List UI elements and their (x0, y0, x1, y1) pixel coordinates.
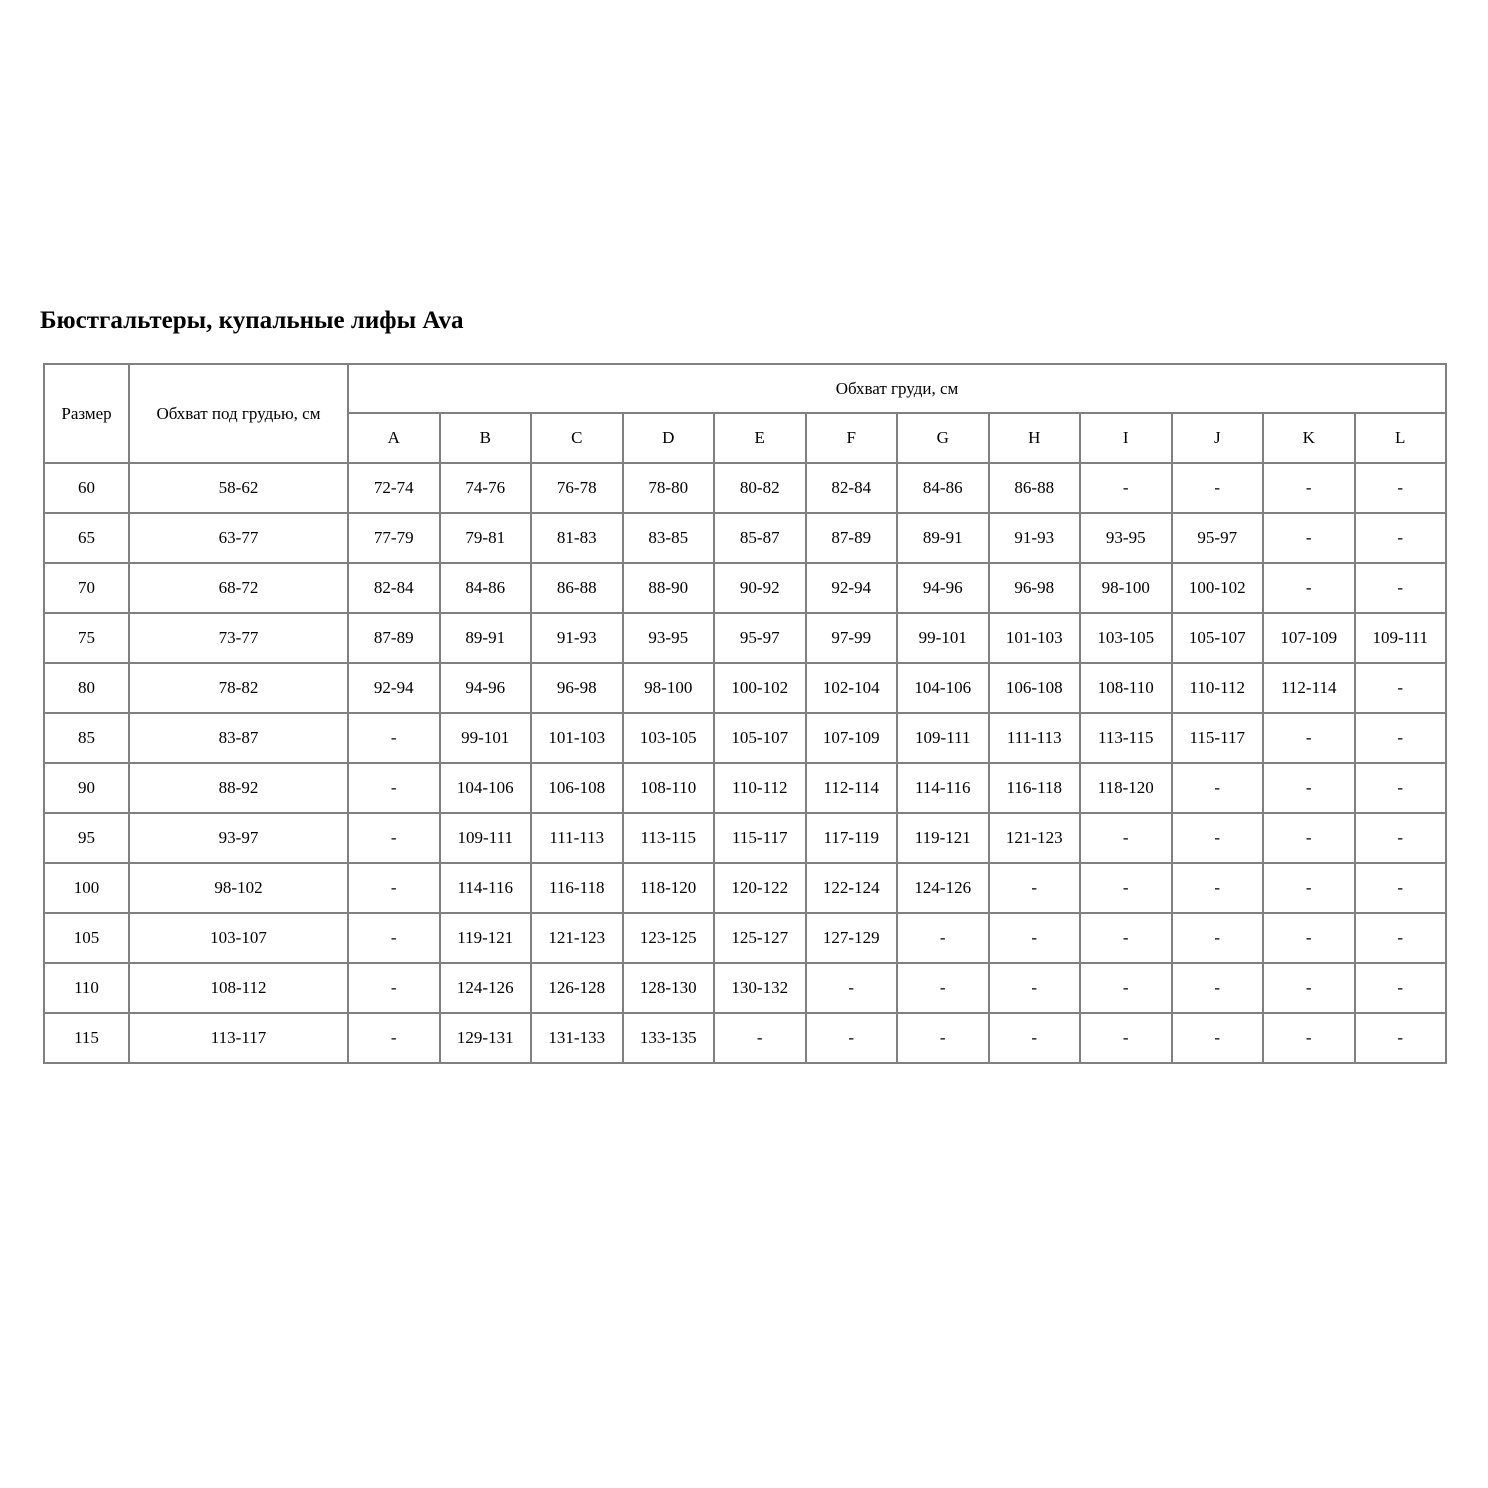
cell-cup-f: 107-109 (806, 713, 898, 763)
cell-underbust: 93-97 (129, 813, 348, 863)
cell-size: 75 (44, 613, 129, 663)
cell-underbust: 103-107 (129, 913, 348, 963)
cell-cup-c: 91-93 (531, 613, 623, 663)
size-chart-table (43, 363, 1447, 1064)
cell-cup-d: 108-110 (623, 763, 715, 813)
cell-cup-h: - (989, 963, 1081, 1013)
cell-cup-a: 87-89 (348, 613, 440, 663)
cell-cup-l: - (1355, 713, 1447, 763)
cell-cup-j: - (1172, 963, 1264, 1013)
cell-cup-b: 89-91 (440, 613, 532, 663)
cell-cup-k: - (1263, 813, 1355, 863)
cell-cup-f: - (806, 963, 898, 1013)
cell-cup-k: - (1263, 513, 1355, 563)
page-title: Бюстгальтеры, купальные лифы Ava (40, 307, 464, 334)
table-row (44, 713, 1446, 763)
cell-size: 60 (44, 463, 129, 513)
cell-size: 115 (44, 1013, 129, 1063)
cell-cup-a: - (348, 913, 440, 963)
cell-cup-i: - (1080, 1013, 1172, 1063)
cell-underbust: 73-77 (129, 613, 348, 663)
header-cup-g: G (897, 413, 989, 463)
cell-cup-k: 107-109 (1263, 613, 1355, 663)
cell-cup-k: - (1263, 963, 1355, 1013)
cell-cup-l: 109-111 (1355, 613, 1447, 663)
cell-cup-d: 123-125 (623, 913, 715, 963)
cell-cup-f: 92-94 (806, 563, 898, 613)
cell-cup-i: 103-105 (1080, 613, 1172, 663)
cell-cup-e: 95-97 (714, 613, 806, 663)
header-bust-group: Обхват груди, см (348, 364, 1446, 413)
cell-cup-f: 122-124 (806, 863, 898, 913)
cell-underbust: 58-62 (129, 463, 348, 513)
cell-cup-c: 116-118 (531, 863, 623, 913)
cell-cup-d: 78-80 (623, 463, 715, 513)
cell-cup-e: 130-132 (714, 963, 806, 1013)
cell-cup-h: - (989, 913, 1081, 963)
cell-cup-h: 101-103 (989, 613, 1081, 663)
cell-cup-k: - (1263, 913, 1355, 963)
cell-cup-a: - (348, 813, 440, 863)
cell-cup-j: - (1172, 463, 1264, 513)
table-row (44, 613, 1446, 663)
cell-cup-h: 96-98 (989, 563, 1081, 613)
cell-cup-e: 105-107 (714, 713, 806, 763)
cell-cup-d: 98-100 (623, 663, 715, 713)
cell-cup-h: 106-108 (989, 663, 1081, 713)
cell-cup-i: 108-110 (1080, 663, 1172, 713)
cell-cup-b: 114-116 (440, 863, 532, 913)
cell-cup-g: 89-91 (897, 513, 989, 563)
cell-cup-e: 80-82 (714, 463, 806, 513)
cell-cup-g: - (897, 963, 989, 1013)
cell-size: 95 (44, 813, 129, 863)
cell-cup-i: 113-115 (1080, 713, 1172, 763)
cell-cup-f: 102-104 (806, 663, 898, 713)
cell-cup-g: - (897, 913, 989, 963)
group-header-row (44, 364, 1446, 413)
cell-size: 90 (44, 763, 129, 813)
cell-cup-a: - (348, 863, 440, 913)
cell-cup-c: 76-78 (531, 463, 623, 513)
cell-cup-h: 86-88 (989, 463, 1081, 513)
cell-cup-g: 94-96 (897, 563, 989, 613)
cell-cup-c: 81-83 (531, 513, 623, 563)
header-cup-h: H (989, 413, 1081, 463)
cell-cup-g: 104-106 (897, 663, 989, 713)
cell-underbust: 78-82 (129, 663, 348, 713)
cell-cup-g: 119-121 (897, 813, 989, 863)
table-row (44, 863, 1446, 913)
cell-cup-e: 90-92 (714, 563, 806, 613)
cell-cup-c: 86-88 (531, 563, 623, 613)
cell-cup-g: 99-101 (897, 613, 989, 663)
table-row (44, 913, 1446, 963)
cell-cup-i: - (1080, 813, 1172, 863)
cell-cup-a: - (348, 963, 440, 1013)
cell-cup-l: - (1355, 763, 1447, 813)
header-cup-j: J (1172, 413, 1264, 463)
cell-cup-f: 112-114 (806, 763, 898, 813)
table-row (44, 463, 1446, 513)
cell-cup-a: 77-79 (348, 513, 440, 563)
cell-cup-c: 126-128 (531, 963, 623, 1013)
cell-size: 100 (44, 863, 129, 913)
header-cup-l: L (1355, 413, 1447, 463)
cell-cup-l: - (1355, 863, 1447, 913)
cell-cup-d: 113-115 (623, 813, 715, 863)
cell-cup-i: - (1080, 863, 1172, 913)
header-cup-k: K (1263, 413, 1355, 463)
cell-cup-h: 91-93 (989, 513, 1081, 563)
cell-cup-k: - (1263, 1013, 1355, 1063)
cell-cup-b: 109-111 (440, 813, 532, 863)
cell-cup-l: - (1355, 963, 1447, 1013)
cell-cup-a: - (348, 1013, 440, 1063)
header-cup-e: E (714, 413, 806, 463)
cell-cup-e: - (714, 1013, 806, 1063)
cell-cup-d: 88-90 (623, 563, 715, 613)
cell-cup-b: 94-96 (440, 663, 532, 713)
table-row (44, 963, 1446, 1013)
cell-cup-j: 95-97 (1172, 513, 1264, 563)
cell-cup-l: - (1355, 563, 1447, 613)
cell-cup-d: 133-135 (623, 1013, 715, 1063)
cell-cup-i: 118-120 (1080, 763, 1172, 813)
cell-cup-h: 116-118 (989, 763, 1081, 813)
cell-cup-d: 118-120 (623, 863, 715, 913)
cell-cup-a: 72-74 (348, 463, 440, 513)
cell-cup-f: 97-99 (806, 613, 898, 663)
cell-cup-l: - (1355, 1013, 1447, 1063)
cell-cup-i: - (1080, 913, 1172, 963)
cell-cup-c: 131-133 (531, 1013, 623, 1063)
cell-cup-l: - (1355, 813, 1447, 863)
cell-underbust: 108-112 (129, 963, 348, 1013)
cell-cup-j: 105-107 (1172, 613, 1264, 663)
cell-cup-a: - (348, 713, 440, 763)
header-cup-c: C (531, 413, 623, 463)
cell-cup-j: - (1172, 913, 1264, 963)
cell-underbust: 63-77 (129, 513, 348, 563)
cell-cup-h: 111-113 (989, 713, 1081, 763)
cell-cup-h: - (989, 1013, 1081, 1063)
cell-cup-h: 121-123 (989, 813, 1081, 863)
header-cup-b: B (440, 413, 532, 463)
cell-cup-d: 83-85 (623, 513, 715, 563)
cell-cup-f: 127-129 (806, 913, 898, 963)
cell-cup-b: 124-126 (440, 963, 532, 1013)
cell-cup-c: 111-113 (531, 813, 623, 863)
cell-cup-e: 115-117 (714, 813, 806, 863)
cell-cup-e: 120-122 (714, 863, 806, 913)
cell-underbust: 88-92 (129, 763, 348, 813)
table-body (44, 463, 1446, 1063)
cell-cup-d: 103-105 (623, 713, 715, 763)
cell-cup-k: - (1263, 763, 1355, 813)
cell-size: 65 (44, 513, 129, 563)
cell-cup-d: 128-130 (623, 963, 715, 1013)
cell-underbust: 98-102 (129, 863, 348, 913)
cell-cup-g: 109-111 (897, 713, 989, 763)
cell-cup-k: - (1263, 863, 1355, 913)
cell-cup-g: 84-86 (897, 463, 989, 513)
header-underbust: Обхват под грудью, см (129, 364, 348, 463)
cell-cup-l: - (1355, 463, 1447, 513)
header-cup-i: I (1080, 413, 1172, 463)
cell-cup-c: 96-98 (531, 663, 623, 713)
cell-cup-d: 93-95 (623, 613, 715, 663)
cell-cup-b: 79-81 (440, 513, 532, 563)
cell-size: 105 (44, 913, 129, 963)
header-cup-f: F (806, 413, 898, 463)
cell-cup-k: 112-114 (1263, 663, 1355, 713)
cell-cup-e: 110-112 (714, 763, 806, 813)
cell-cup-i: 93-95 (1080, 513, 1172, 563)
table-header (44, 364, 1446, 463)
cell-cup-e: 125-127 (714, 913, 806, 963)
cell-underbust: 68-72 (129, 563, 348, 613)
cell-cup-a: - (348, 763, 440, 813)
cell-cup-b: 84-86 (440, 563, 532, 613)
cell-cup-c: 101-103 (531, 713, 623, 763)
cell-cup-j: - (1172, 1013, 1264, 1063)
cell-cup-j: 100-102 (1172, 563, 1264, 613)
cell-cup-g: 124-126 (897, 863, 989, 913)
cell-cup-k: - (1263, 463, 1355, 513)
cell-size: 85 (44, 713, 129, 763)
table-row (44, 563, 1446, 613)
cell-cup-j: 115-117 (1172, 713, 1264, 763)
cell-cup-j: 110-112 (1172, 663, 1264, 713)
cell-cup-h: - (989, 863, 1081, 913)
cell-cup-b: 99-101 (440, 713, 532, 763)
cell-cup-i: 98-100 (1080, 563, 1172, 613)
cell-cup-e: 100-102 (714, 663, 806, 713)
cell-cup-l: - (1355, 513, 1447, 563)
cell-cup-f: 117-119 (806, 813, 898, 863)
cell-cup-k: - (1263, 563, 1355, 613)
cell-underbust: 113-117 (129, 1013, 348, 1063)
cell-cup-l: - (1355, 663, 1447, 713)
cell-cup-f: - (806, 1013, 898, 1063)
cell-cup-j: - (1172, 863, 1264, 913)
header-cup-d: D (623, 413, 715, 463)
cell-cup-g: 114-116 (897, 763, 989, 813)
cell-cup-a: 82-84 (348, 563, 440, 613)
cell-size: 110 (44, 963, 129, 1013)
cell-cup-j: - (1172, 813, 1264, 863)
cell-cup-f: 82-84 (806, 463, 898, 513)
header-size: Размер (44, 364, 129, 463)
table-row (44, 813, 1446, 863)
table-row (44, 763, 1446, 813)
table-row (44, 513, 1446, 563)
cell-cup-k: - (1263, 713, 1355, 763)
cell-cup-i: - (1080, 963, 1172, 1013)
cell-underbust: 83-87 (129, 713, 348, 763)
table-row (44, 663, 1446, 713)
cell-cup-b: 74-76 (440, 463, 532, 513)
cell-cup-a: 92-94 (348, 663, 440, 713)
cell-size: 70 (44, 563, 129, 613)
table-row (44, 1013, 1446, 1063)
cell-cup-b: 129-131 (440, 1013, 532, 1063)
cell-cup-b: 104-106 (440, 763, 532, 813)
cell-cup-c: 121-123 (531, 913, 623, 963)
cell-cup-e: 85-87 (714, 513, 806, 563)
cell-cup-c: 106-108 (531, 763, 623, 813)
cell-cup-g: - (897, 1013, 989, 1063)
cell-cup-b: 119-121 (440, 913, 532, 963)
cell-size: 80 (44, 663, 129, 713)
cell-cup-l: - (1355, 913, 1447, 963)
cell-cup-j: - (1172, 763, 1264, 813)
cell-cup-f: 87-89 (806, 513, 898, 563)
cell-cup-i: - (1080, 463, 1172, 513)
header-cup-a: A (348, 413, 440, 463)
